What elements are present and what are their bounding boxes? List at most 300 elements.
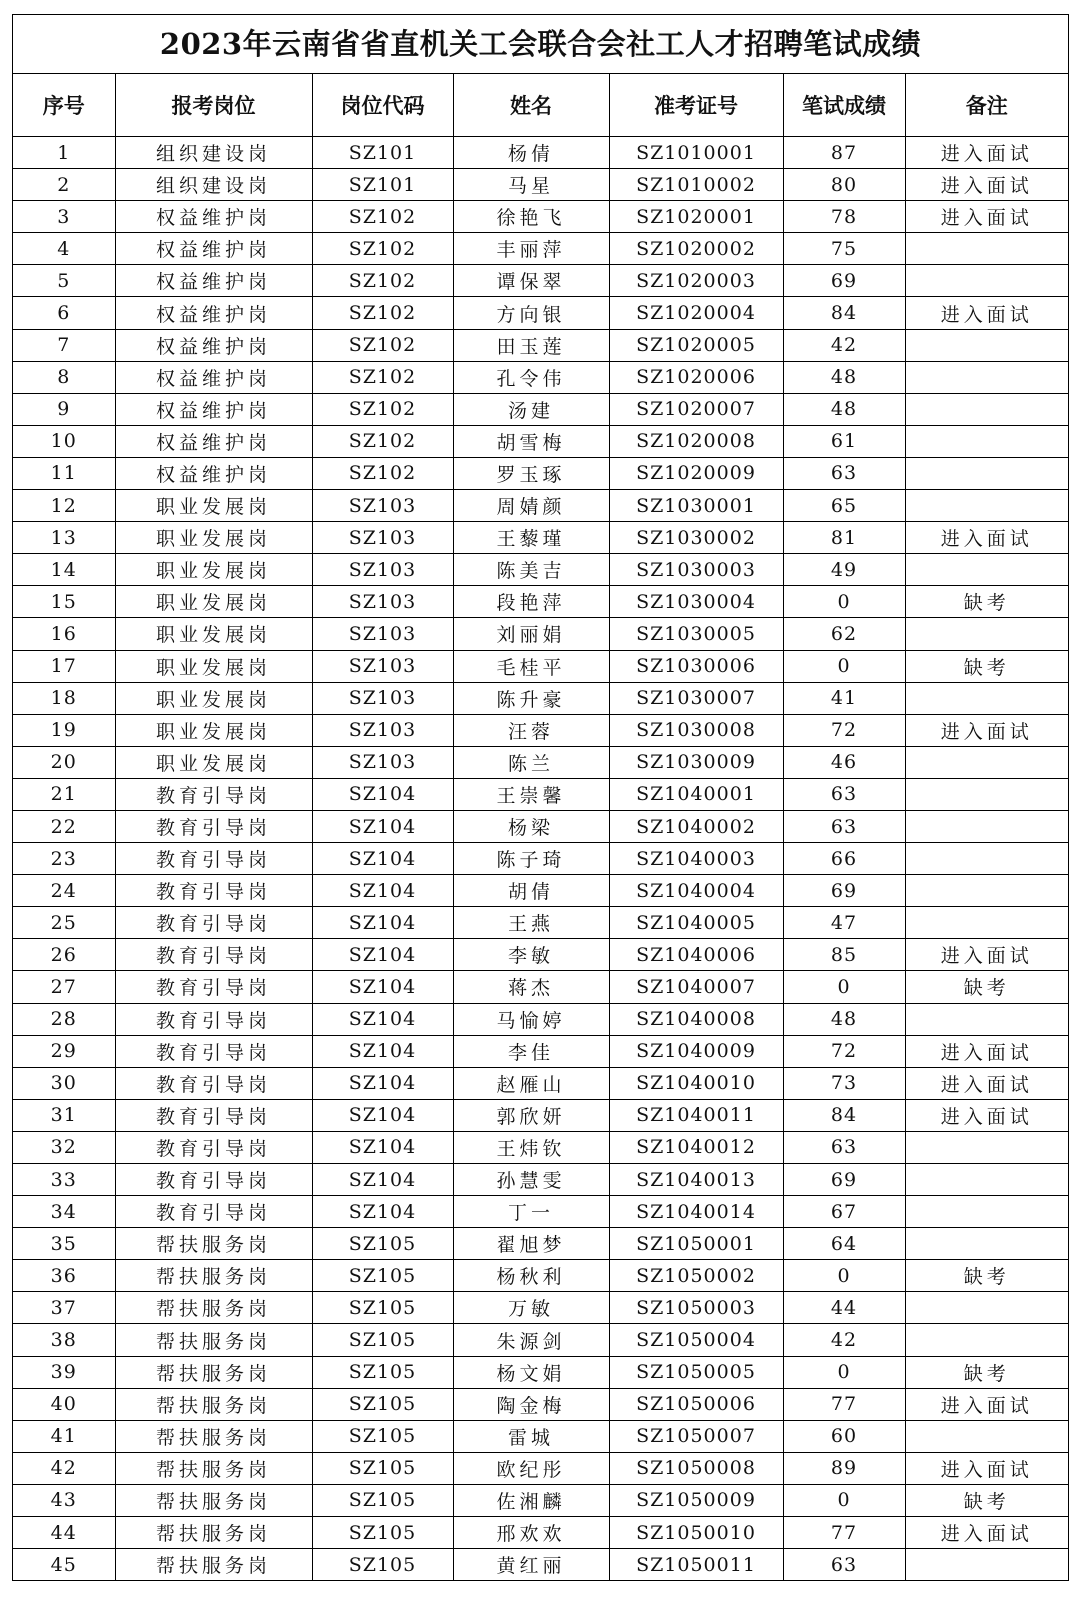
- cell-note: [905, 1324, 1068, 1356]
- cell-seq: 23: [13, 843, 115, 875]
- cell-note: [905, 457, 1068, 489]
- cell-post-code: SZ104: [312, 1035, 453, 1067]
- cell-name: 王崇馨: [453, 778, 609, 810]
- cell-name: 王燕: [453, 907, 609, 939]
- cell-name: 翟旭梦: [453, 1228, 609, 1260]
- cell-post-code: SZ101: [312, 137, 453, 169]
- cell-post: 教育引导岗: [115, 1131, 312, 1163]
- cell-name: 黄红丽: [453, 1549, 609, 1581]
- cell-post-code: SZ103: [312, 746, 453, 778]
- table-row: [13, 875, 1068, 907]
- table-row: [13, 778, 1068, 810]
- cell-seq: 2: [13, 169, 115, 201]
- cell-post: 帮扶服务岗: [115, 1517, 312, 1549]
- cell-seq: 26: [13, 939, 115, 971]
- cell-score: 63: [783, 810, 905, 842]
- cell-name: 欧纪彤: [453, 1452, 609, 1484]
- table-row: [13, 137, 1068, 169]
- cell-post-code: SZ104: [312, 907, 453, 939]
- cell-score: 0: [783, 1484, 905, 1516]
- cell-post: 权益维护岗: [115, 361, 312, 393]
- cell-post-code: SZ105: [312, 1452, 453, 1484]
- cell-exam-id: SZ1010001: [609, 137, 783, 169]
- cell-post-code: SZ105: [312, 1484, 453, 1516]
- cell-score: 0: [783, 1356, 905, 1388]
- cell-seq: 33: [13, 1164, 115, 1196]
- cell-exam-id: SZ1050010: [609, 1517, 783, 1549]
- cell-seq: 30: [13, 1067, 115, 1099]
- cell-post-code: SZ105: [312, 1324, 453, 1356]
- cell-seq: 8: [13, 361, 115, 393]
- cell-seq: 44: [13, 1517, 115, 1549]
- cell-exam-id: SZ1040006: [609, 939, 783, 971]
- cell-post: 职业发展岗: [115, 554, 312, 586]
- cell-post: 教育引导岗: [115, 1035, 312, 1067]
- cell-score: 75: [783, 233, 905, 265]
- cell-note: [905, 361, 1068, 393]
- cell-exam-id: SZ1040010: [609, 1067, 783, 1099]
- cell-name: 胡雪梅: [453, 425, 609, 457]
- cell-note: [905, 1292, 1068, 1324]
- cell-seq: 22: [13, 810, 115, 842]
- cell-note: [905, 329, 1068, 361]
- cell-note: [905, 554, 1068, 586]
- table-row: [13, 618, 1068, 650]
- cell-note: 进入面试: [905, 522, 1068, 554]
- cell-exam-id: SZ1040008: [609, 1003, 783, 1035]
- cell-score: 77: [783, 1517, 905, 1549]
- cell-seq: 14: [13, 554, 115, 586]
- cell-name: 陈美吉: [453, 554, 609, 586]
- cell-name: 陶金梅: [453, 1388, 609, 1420]
- cell-note: [905, 682, 1068, 714]
- cell-note: [905, 1003, 1068, 1035]
- cell-score: 63: [783, 1549, 905, 1581]
- cell-score: 0: [783, 1260, 905, 1292]
- cell-name: 杨秋利: [453, 1260, 609, 1292]
- cell-exam-id: SZ1030002: [609, 522, 783, 554]
- table-row: [13, 1131, 1068, 1163]
- cell-seq: 16: [13, 618, 115, 650]
- cell-exam-id: SZ1020003: [609, 265, 783, 297]
- table-row: [13, 1324, 1068, 1356]
- cell-score: 48: [783, 361, 905, 393]
- cell-post: 职业发展岗: [115, 682, 312, 714]
- cell-score: 78: [783, 201, 905, 233]
- cell-seq: 41: [13, 1420, 115, 1452]
- cell-note: 进入面试: [905, 1067, 1068, 1099]
- cell-exam-id: SZ1030003: [609, 554, 783, 586]
- cell-note: 进入面试: [905, 1035, 1068, 1067]
- table-row: [13, 682, 1068, 714]
- cell-name: 罗玉琢: [453, 457, 609, 489]
- cell-name: 佐湘麟: [453, 1484, 609, 1516]
- cell-post: 教育引导岗: [115, 1196, 312, 1228]
- cell-name: 邢欢欢: [453, 1517, 609, 1549]
- table-row: [13, 1260, 1068, 1292]
- cell-post-code: SZ105: [312, 1228, 453, 1260]
- cell-post: 权益维护岗: [115, 233, 312, 265]
- cell-post-code: SZ103: [312, 554, 453, 586]
- cell-exam-id: SZ1020009: [609, 457, 783, 489]
- table-row: [13, 201, 1068, 233]
- cell-post: 职业发展岗: [115, 586, 312, 618]
- cell-exam-id: SZ1050007: [609, 1420, 783, 1452]
- cell-score: 48: [783, 1003, 905, 1035]
- cell-exam-id: SZ1030009: [609, 746, 783, 778]
- cell-name: 王炜钦: [453, 1131, 609, 1163]
- cell-seq: 21: [13, 778, 115, 810]
- cell-score: 49: [783, 554, 905, 586]
- cell-exam-id: SZ1040002: [609, 810, 783, 842]
- cell-name: 刘丽娟: [453, 618, 609, 650]
- cell-name: 马星: [453, 169, 609, 201]
- cell-seq: 36: [13, 1260, 115, 1292]
- cell-post: 帮扶服务岗: [115, 1420, 312, 1452]
- cell-post: 帮扶服务岗: [115, 1388, 312, 1420]
- cell-score: 67: [783, 1196, 905, 1228]
- cell-exam-id: SZ1050011: [609, 1549, 783, 1581]
- cell-post-code: SZ102: [312, 425, 453, 457]
- header-row: [13, 74, 1068, 137]
- cell-name: 蒋杰: [453, 971, 609, 1003]
- cell-exam-id: SZ1010002: [609, 169, 783, 201]
- cell-post: 帮扶服务岗: [115, 1324, 312, 1356]
- cell-post-code: SZ105: [312, 1420, 453, 1452]
- cell-post: 教育引导岗: [115, 1164, 312, 1196]
- table-row: [13, 843, 1068, 875]
- cell-seq: 31: [13, 1099, 115, 1131]
- cell-score: 81: [783, 522, 905, 554]
- cell-score: 87: [783, 137, 905, 169]
- table-row: [13, 490, 1068, 522]
- cell-note: [905, 1164, 1068, 1196]
- table-row: [13, 265, 1068, 297]
- cell-post: 帮扶服务岗: [115, 1484, 312, 1516]
- cell-exam-id: SZ1040009: [609, 1035, 783, 1067]
- table-row: [13, 1067, 1068, 1099]
- cell-post-code: SZ103: [312, 490, 453, 522]
- cell-name: 丁一: [453, 1196, 609, 1228]
- cell-seq: 20: [13, 746, 115, 778]
- cell-name: 毛桂平: [453, 650, 609, 682]
- cell-post-code: SZ102: [312, 457, 453, 489]
- cell-name: 李佳: [453, 1035, 609, 1067]
- cell-post: 教育引导岗: [115, 1003, 312, 1035]
- cell-note: [905, 393, 1068, 425]
- cell-exam-id: SZ1030005: [609, 618, 783, 650]
- cell-post-code: SZ102: [312, 265, 453, 297]
- cell-post-code: SZ104: [312, 971, 453, 1003]
- cell-exam-id: SZ1050008: [609, 1452, 783, 1484]
- cell-post-code: SZ103: [312, 714, 453, 746]
- cell-name: 田玉莲: [453, 329, 609, 361]
- cell-seq: 25: [13, 907, 115, 939]
- cell-seq: 39: [13, 1356, 115, 1388]
- cell-post-code: SZ103: [312, 682, 453, 714]
- cell-seq: 38: [13, 1324, 115, 1356]
- cell-exam-id: SZ1030001: [609, 490, 783, 522]
- cell-note: [905, 875, 1068, 907]
- cell-exam-id: SZ1040004: [609, 875, 783, 907]
- cell-name: 汪蓉: [453, 714, 609, 746]
- cell-name: 马愉婷: [453, 1003, 609, 1035]
- cell-note: [905, 1196, 1068, 1228]
- cell-post: 教育引导岗: [115, 971, 312, 1003]
- cell-exam-id: SZ1050006: [609, 1388, 783, 1420]
- cell-exam-id: SZ1040011: [609, 1099, 783, 1131]
- cell-note: 进入面试: [905, 1517, 1068, 1549]
- cell-note: [905, 1420, 1068, 1452]
- cell-exam-id: SZ1020006: [609, 361, 783, 393]
- cell-note: 缺考: [905, 586, 1068, 618]
- cell-seq: 40: [13, 1388, 115, 1420]
- cell-name: 胡倩: [453, 875, 609, 907]
- cell-note: [905, 746, 1068, 778]
- cell-note: 进入面试: [905, 137, 1068, 169]
- cell-post: 职业发展岗: [115, 746, 312, 778]
- cell-exam-id: SZ1020005: [609, 329, 783, 361]
- cell-exam-id: SZ1020004: [609, 297, 783, 329]
- cell-note: 进入面试: [905, 939, 1068, 971]
- cell-post: 教育引导岗: [115, 907, 312, 939]
- cell-note: [905, 907, 1068, 939]
- table-row: [13, 1388, 1068, 1420]
- cell-name: 陈子琦: [453, 843, 609, 875]
- cell-post-code: SZ102: [312, 361, 453, 393]
- cell-score: 60: [783, 1420, 905, 1452]
- cell-name: 孔令伟: [453, 361, 609, 393]
- cell-post: 帮扶服务岗: [115, 1549, 312, 1581]
- cell-seq: 1: [13, 137, 115, 169]
- cell-seq: 28: [13, 1003, 115, 1035]
- cell-score: 47: [783, 907, 905, 939]
- cell-seq: 19: [13, 714, 115, 746]
- cell-post-code: SZ104: [312, 875, 453, 907]
- cell-note: 进入面试: [905, 201, 1068, 233]
- cell-post: 职业发展岗: [115, 714, 312, 746]
- cell-score: 89: [783, 1452, 905, 1484]
- cell-score: 69: [783, 1164, 905, 1196]
- cell-post: 权益维护岗: [115, 393, 312, 425]
- cell-post-code: SZ104: [312, 1196, 453, 1228]
- cell-seq: 45: [13, 1549, 115, 1581]
- table-row: [13, 1196, 1068, 1228]
- cell-seq: 7: [13, 329, 115, 361]
- cell-note: [905, 843, 1068, 875]
- cell-post-code: SZ104: [312, 843, 453, 875]
- cell-note: 进入面试: [905, 1388, 1068, 1420]
- cell-seq: 13: [13, 522, 115, 554]
- cell-name: 杨文娟: [453, 1356, 609, 1388]
- cell-exam-id: SZ1040012: [609, 1131, 783, 1163]
- cell-score: 41: [783, 682, 905, 714]
- cell-exam-id: SZ1020007: [609, 393, 783, 425]
- cell-seq: 4: [13, 233, 115, 265]
- table-row: [13, 297, 1068, 329]
- cell-score: 73: [783, 1067, 905, 1099]
- cell-score: 0: [783, 586, 905, 618]
- cell-post: 帮扶服务岗: [115, 1260, 312, 1292]
- cell-score: 63: [783, 778, 905, 810]
- cell-post: 教育引导岗: [115, 1067, 312, 1099]
- cell-note: [905, 425, 1068, 457]
- cell-note: 缺考: [905, 1356, 1068, 1388]
- cell-seq: 24: [13, 875, 115, 907]
- cell-exam-id: SZ1020001: [609, 201, 783, 233]
- cell-note: 进入面试: [905, 1452, 1068, 1484]
- cell-post: 职业发展岗: [115, 522, 312, 554]
- table-row: [13, 329, 1068, 361]
- cell-note: 缺考: [905, 1484, 1068, 1516]
- score-table: [13, 74, 1068, 1580]
- cell-seq: 37: [13, 1292, 115, 1324]
- table-row: [13, 554, 1068, 586]
- table-row: [13, 650, 1068, 682]
- table-row: [13, 393, 1068, 425]
- cell-seq: 43: [13, 1484, 115, 1516]
- cell-exam-id: SZ1050005: [609, 1356, 783, 1388]
- cell-name: 段艳萍: [453, 586, 609, 618]
- cell-exam-id: SZ1050009: [609, 1484, 783, 1516]
- cell-exam-id: SZ1040005: [609, 907, 783, 939]
- cell-score: 46: [783, 746, 905, 778]
- cell-post: 帮扶服务岗: [115, 1452, 312, 1484]
- cell-post-code: SZ105: [312, 1388, 453, 1420]
- table-row: [13, 1035, 1068, 1067]
- cell-exam-id: SZ1040014: [609, 1196, 783, 1228]
- cell-note: [905, 233, 1068, 265]
- header-name: 姓名: [453, 74, 609, 137]
- cell-name: 周婧颜: [453, 490, 609, 522]
- header-seq: 序号: [13, 74, 115, 137]
- cell-post-code: SZ102: [312, 297, 453, 329]
- header-score: 笔试成绩: [783, 74, 905, 137]
- cell-post: 职业发展岗: [115, 650, 312, 682]
- cell-name: 雷城: [453, 1420, 609, 1452]
- cell-note: 进入面试: [905, 1099, 1068, 1131]
- table-row: [13, 746, 1068, 778]
- table-row: [13, 1517, 1068, 1549]
- cell-post-code: SZ103: [312, 618, 453, 650]
- table-row: [13, 586, 1068, 618]
- cell-post: 组织建设岗: [115, 137, 312, 169]
- cell-post-code: SZ103: [312, 522, 453, 554]
- cell-post: 权益维护岗: [115, 265, 312, 297]
- cell-post: 帮扶服务岗: [115, 1228, 312, 1260]
- cell-score: 69: [783, 875, 905, 907]
- cell-post: 权益维护岗: [115, 329, 312, 361]
- cell-score: 63: [783, 1131, 905, 1163]
- cell-score: 72: [783, 1035, 905, 1067]
- table-row: [13, 1420, 1068, 1452]
- cell-name: 陈升豪: [453, 682, 609, 714]
- cell-seq: 5: [13, 265, 115, 297]
- cell-post: 帮扶服务岗: [115, 1356, 312, 1388]
- cell-post: 权益维护岗: [115, 297, 312, 329]
- cell-seq: 29: [13, 1035, 115, 1067]
- cell-post: 教育引导岗: [115, 875, 312, 907]
- page-title: 2023年云南省省直机关工会联合会社工人才招聘笔试成绩: [13, 15, 1068, 74]
- cell-score: 48: [783, 393, 905, 425]
- score-sheet: [12, 14, 1069, 1581]
- cell-exam-id: SZ1020002: [609, 233, 783, 265]
- cell-score: 61: [783, 425, 905, 457]
- cell-post: 组织建设岗: [115, 169, 312, 201]
- cell-note: [905, 490, 1068, 522]
- header-exam-id: 准考证号: [609, 74, 783, 137]
- cell-score: 85: [783, 939, 905, 971]
- cell-note: 缺考: [905, 971, 1068, 1003]
- cell-post: 帮扶服务岗: [115, 1292, 312, 1324]
- cell-post: 权益维护岗: [115, 425, 312, 457]
- cell-name: 孙慧雯: [453, 1164, 609, 1196]
- cell-note: [905, 778, 1068, 810]
- cell-post-code: SZ105: [312, 1517, 453, 1549]
- table-row: [13, 1484, 1068, 1516]
- cell-exam-id: SZ1030006: [609, 650, 783, 682]
- cell-name: 杨倩: [453, 137, 609, 169]
- cell-post: 教育引导岗: [115, 939, 312, 971]
- cell-exam-id: SZ1030004: [609, 586, 783, 618]
- cell-exam-id: SZ1050001: [609, 1228, 783, 1260]
- cell-name: 郭欣妍: [453, 1099, 609, 1131]
- cell-seq: 32: [13, 1131, 115, 1163]
- cell-seq: 11: [13, 457, 115, 489]
- cell-name: 汤建: [453, 393, 609, 425]
- cell-score: 77: [783, 1388, 905, 1420]
- cell-note: [905, 618, 1068, 650]
- cell-score: 80: [783, 169, 905, 201]
- cell-post: 职业发展岗: [115, 618, 312, 650]
- cell-post-code: SZ103: [312, 586, 453, 618]
- cell-exam-id: SZ1040003: [609, 843, 783, 875]
- cell-exam-id: SZ1050003: [609, 1292, 783, 1324]
- cell-post-code: SZ104: [312, 1131, 453, 1163]
- cell-exam-id: SZ1030008: [609, 714, 783, 746]
- cell-name: 陈兰: [453, 746, 609, 778]
- cell-seq: 42: [13, 1452, 115, 1484]
- cell-exam-id: SZ1040013: [609, 1164, 783, 1196]
- cell-post-code: SZ103: [312, 650, 453, 682]
- cell-post-code: SZ104: [312, 810, 453, 842]
- cell-note: 缺考: [905, 1260, 1068, 1292]
- table-row: [13, 714, 1068, 746]
- cell-note: 进入面试: [905, 297, 1068, 329]
- cell-post: 职业发展岗: [115, 490, 312, 522]
- table-row: [13, 971, 1068, 1003]
- cell-score: 72: [783, 714, 905, 746]
- table-row: [13, 907, 1068, 939]
- cell-score: 42: [783, 1324, 905, 1356]
- cell-post: 教育引导岗: [115, 1099, 312, 1131]
- cell-post-code: SZ102: [312, 201, 453, 233]
- cell-post-code: SZ102: [312, 329, 453, 361]
- cell-name: 丰丽萍: [453, 233, 609, 265]
- cell-post-code: SZ105: [312, 1549, 453, 1581]
- cell-score: 65: [783, 490, 905, 522]
- table-row: [13, 1356, 1068, 1388]
- cell-post-code: SZ102: [312, 233, 453, 265]
- cell-exam-id: SZ1050002: [609, 1260, 783, 1292]
- cell-seq: 9: [13, 393, 115, 425]
- cell-seq: 6: [13, 297, 115, 329]
- cell-post-code: SZ102: [312, 393, 453, 425]
- table-row: [13, 169, 1068, 201]
- table-body: [13, 137, 1068, 1581]
- cell-name: 徐艳飞: [453, 201, 609, 233]
- cell-post-code: SZ104: [312, 939, 453, 971]
